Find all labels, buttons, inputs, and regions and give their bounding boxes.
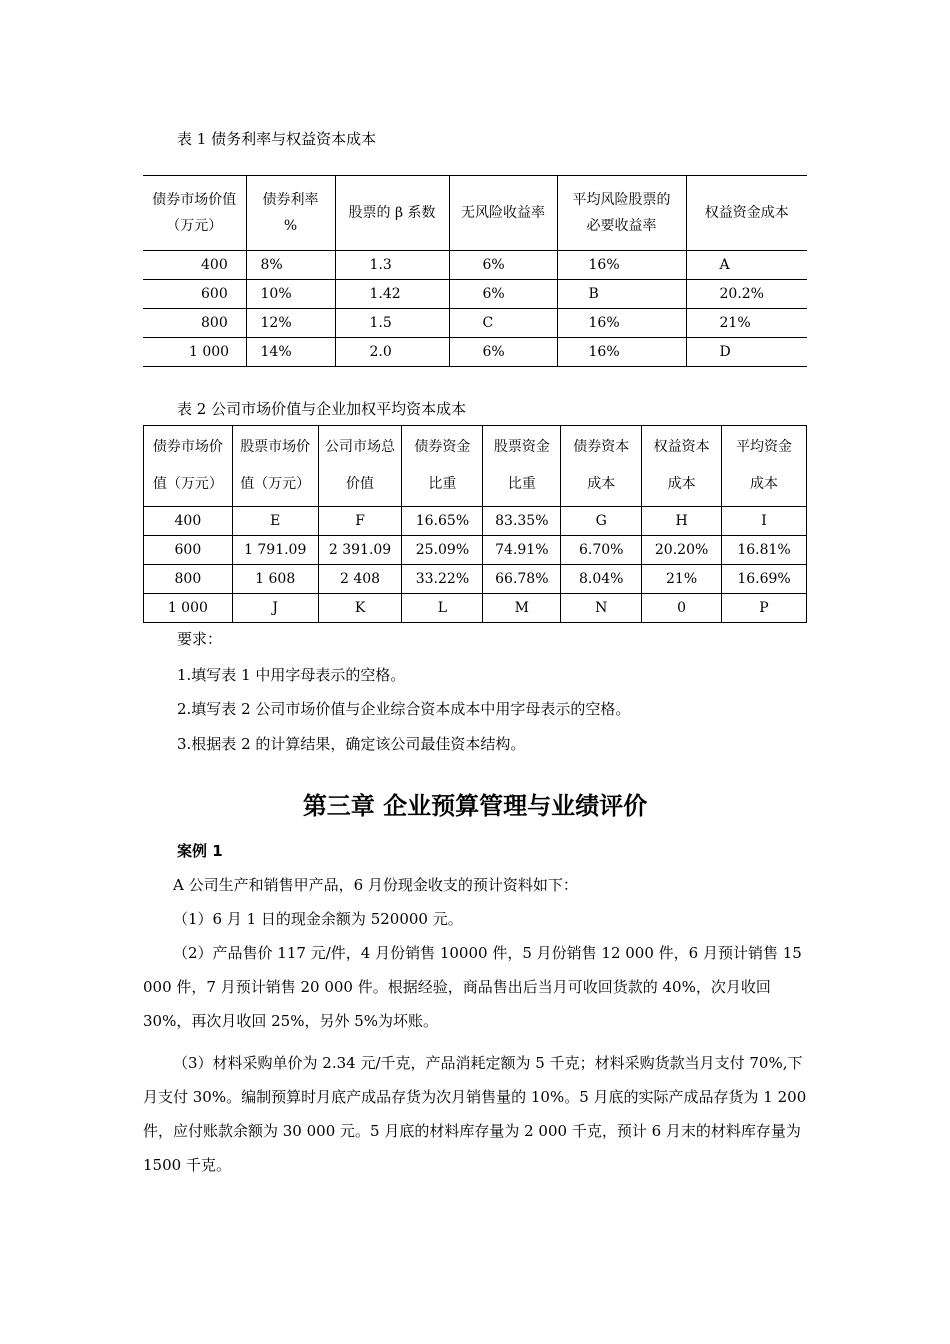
table-cell: D [686,338,807,367]
table-row [143,309,807,338]
table-cell: 1.3 [335,251,449,280]
table1-header-cell: 债券市场价值 （万元） [152,192,237,234]
table-cell: F [318,507,402,536]
table2 [143,425,807,623]
table-cell: 800 [143,309,246,338]
table-cell: 83.35% [483,507,561,536]
table-row [143,251,807,280]
table-cell: 1 000 [143,338,246,367]
table-cell: M [483,594,561,623]
table1-header-cell: 股票的 β 系数 [335,176,449,251]
table-cell: 2 408 [318,565,402,594]
table-cell: 8.04% [561,565,642,594]
table-cell: 16% [557,251,686,280]
table-row [144,507,807,536]
table2-header-cell: 公司市场总 价值 [318,426,402,507]
table-cell: 0 [642,594,722,623]
table-cell: K [318,594,402,623]
table-cell: 6% [449,338,557,367]
table-cell: 16.81% [722,536,807,565]
table-cell: G [561,507,642,536]
table-cell: 2.0 [335,338,449,367]
case-intro: A 公司生产和销售甲产品，6 月份现金收支的预计资料如下： [173,876,578,894]
table-cell: 400 [143,251,246,280]
table2-header-cell: 股票资金 比重 [483,426,561,507]
chapter-title: 第三章 企业预算管理与业绩评价 [302,792,648,820]
table-cell: N [561,594,642,623]
table2-header-cell: 股票市场价 值（万元） [232,426,318,507]
table1-header-cell: 债券利率 % [246,176,335,251]
table2-header-cell: 债券资金 比重 [402,426,483,507]
table-cell: J [232,594,318,623]
table-cell: 21% [642,565,722,594]
table-cell: 21% [686,309,807,338]
table-cell: 14% [246,338,335,367]
table-cell: 6% [449,280,557,309]
table-cell: H [642,507,722,536]
table2-header-row [144,426,807,507]
table-cell: 33.22% [402,565,483,594]
table-cell: 600 [143,280,246,309]
table-cell: 66.78% [483,565,561,594]
table-cell: 1 791.09 [232,536,318,565]
table-row [143,338,807,367]
table-cell: 400 [144,507,233,536]
table-row [144,594,807,623]
table-cell: C [449,309,557,338]
table1-caption: 表 1 债务利率与权益资本成本 [177,130,377,148]
table-cell: L [402,594,483,623]
table1-header-cell: 权益资金成本 [686,176,807,251]
table-cell: 10% [246,280,335,309]
table-cell: 20.20% [642,536,722,565]
table-cell: 2 391.09 [318,536,402,565]
table-cell: 6% [449,251,557,280]
table-cell: 16% [557,309,686,338]
table-cell: 1 000 [144,594,233,623]
table-cell: 800 [144,565,233,594]
table-cell: 25.09% [402,536,483,565]
case-paragraph-2: （2）产品售价 117 元/件，4 月份销售 10000 件，5 月份销售 12 000 件，6 月预计销售 15 000 件，7 月预计销售 20 000 件。根据经验，商品售出后当月可收回货款的 40%，次月收回 30%，再次月收回 25%，另外 5%为坏账。 [143,944,802,1030]
table2-header-cell: 债券市场价 值（万元） [144,426,233,507]
table-cell: 16.69% [722,565,807,594]
table2-caption: 表 2 公司市场价值与企业加权平均资本成本 [177,400,467,418]
table-cell: 20.2% [686,280,807,309]
table2-header-cell: 权益资本 成本 [642,426,722,507]
table1 [143,175,807,367]
table-cell: 1 608 [232,565,318,594]
table2-header-cell: 债券资本 成本 [561,426,642,507]
table-cell: 8% [246,251,335,280]
table1-header-cell: 无风险收益率 [449,176,557,251]
case-title: 案例 1 [177,842,223,860]
requirement-item: 1.填写表 1 中用字母表示的空格。 [177,666,406,684]
table-cell: 6.70% [561,536,642,565]
table-cell: I [722,507,807,536]
table-cell: 600 [144,536,233,565]
table-cell: 12% [246,309,335,338]
table-row [144,536,807,565]
table1-header-cell: 平均风险股票的 必要收益率 [557,176,686,251]
table-cell: E [232,507,318,536]
table1-header-row [143,176,807,251]
table-cell: 1.5 [335,309,449,338]
table2-header-cell: 平均资金 成本 [722,426,807,507]
table-cell: 74.91% [483,536,561,565]
requirements-title: 要求： [177,630,223,648]
table-row [143,280,807,309]
table-cell: A [686,251,807,280]
table-cell: 1.42 [335,280,449,309]
table-cell: 16% [557,338,686,367]
table-row [144,565,807,594]
table-cell: P [722,594,807,623]
case-paragraph-1: （1）6 月 1 日的现金余额为 520000 元。 [173,910,463,928]
requirement-item: 3.根据表 2 的计算结果，确定该公司最佳资本结构。 [177,735,526,753]
table-cell: B [557,280,686,309]
case-paragraph-3: （3）材料采购单价为 2.34 元/千克，产品消耗定额为 5 千克；材料采购货款当月支付 70%,下月支付 30%。编制预算时月底产成品存货为次月销售量的 10%。5 月底的实际产成品存货为 1 200 件，应付账款余额为 30 000 元。5 月底的材料库存量为 2 000 千克，预计 6 月末的材料库存量为 1500 千克。 [143,1054,807,1174]
requirement-item: 2.填写表 2 公司市场价值与企业综合资本成本中用字母表示的空格。 [177,700,631,718]
table-cell: 16.65% [402,507,483,536]
